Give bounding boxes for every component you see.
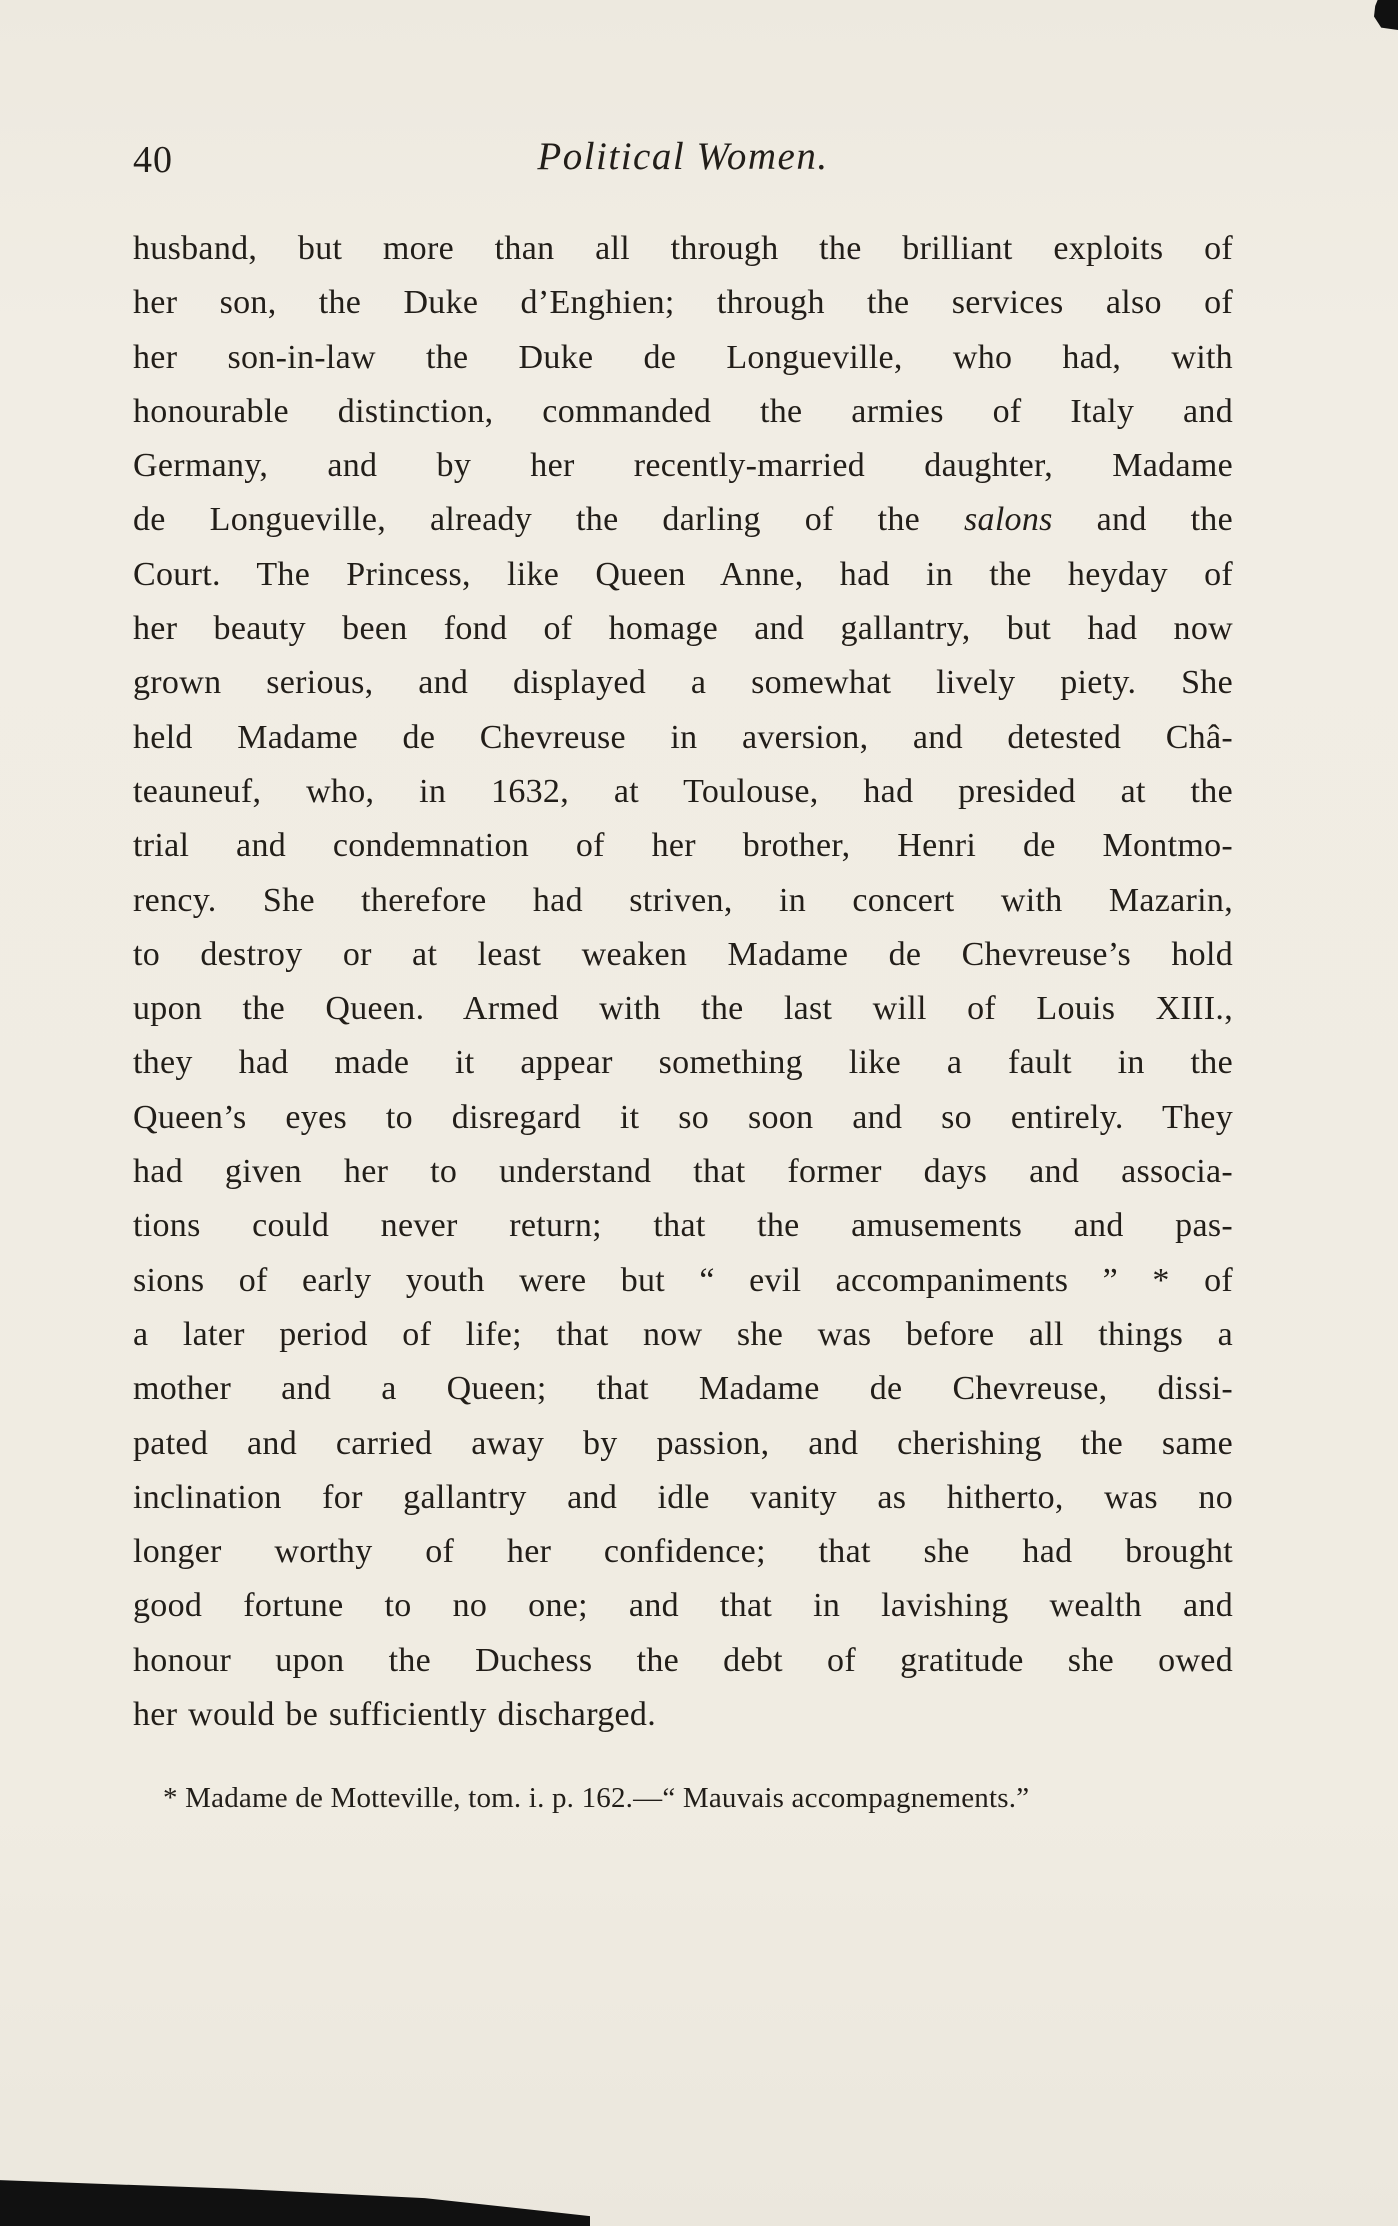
text-segment: trial and condemnation of her brother, Henri de Montmo- xyxy=(133,827,1233,865)
text-line xyxy=(133,1362,1233,1416)
text-segment: sions of early youth were but “ evil accompaniments ” * of xyxy=(133,1261,1233,1299)
text-line xyxy=(133,276,1233,330)
page-title: Political Women. xyxy=(537,135,829,178)
text-segment: grown serious, and displayed a somewhat lively piety. She xyxy=(133,664,1233,702)
text-segment: to destroy or at least weaken Madame de Chevreuse’s hold xyxy=(133,935,1233,973)
text-segment: honour upon the Duchess the debt of gratitude she owed xyxy=(133,1641,1233,1679)
text-segment: her would be sufficiently discharged. xyxy=(133,1696,656,1734)
text-line xyxy=(133,1145,1233,1199)
text-segment: they had made it appear something like a fault in the xyxy=(133,1044,1233,1082)
text-line xyxy=(133,493,1233,547)
scan-artifact-bottom-left xyxy=(0,2164,590,2226)
text-segment: mother and a Queen; that Madame de Chevreuse, dissi- xyxy=(133,1370,1233,1408)
text-segment: Germany, and by her recently-married daughter, Madame xyxy=(133,447,1233,485)
text-segment: Queen’s eyes to disregard it so soon and so entirely. They xyxy=(133,1098,1233,1136)
text-line xyxy=(133,548,1233,602)
text-line xyxy=(133,385,1233,439)
text-line xyxy=(133,602,1233,656)
text-segment: and the xyxy=(1052,501,1234,539)
text-line xyxy=(133,1091,1233,1145)
text-segment: a later period of life; that now she was before all things a xyxy=(133,1315,1233,1353)
text-segment: pated and carried away by passion, and cherishing the same xyxy=(133,1424,1233,1462)
text-line xyxy=(133,1688,1233,1742)
text-line xyxy=(133,222,1233,276)
body-text xyxy=(133,222,1233,1742)
text-line xyxy=(133,874,1233,928)
text-line xyxy=(133,331,1233,385)
text-segment: teauneuf, who, in 1632, at Toulouse, had presided at the xyxy=(133,772,1233,810)
text-segment: her beauty been fond of homage and gallantry, but had now xyxy=(133,610,1233,648)
text-line xyxy=(133,928,1233,982)
text-line xyxy=(133,819,1233,873)
text-line xyxy=(133,765,1233,819)
text-segment: upon the Queen. Armed with the last will of Louis XIII., xyxy=(133,990,1233,1028)
text-segment: inclination for gallantry and idle vanity as hitherto, was no xyxy=(133,1478,1233,1516)
text-segment: held Madame de Chevreuse in aversion, and detested Châ- xyxy=(133,718,1233,756)
text-segment: had given her to understand that former days and associa- xyxy=(133,1153,1233,1191)
scan-artifact-top-right xyxy=(1374,0,1398,30)
italic-word: salons xyxy=(963,501,1053,539)
text-line xyxy=(133,656,1233,710)
text-line xyxy=(133,1417,1233,1471)
text-segment: honourable distinction, commanded the armies of Italy and xyxy=(133,392,1233,430)
footnote: * Madame de Motteville, tom. i. p. 162.—“ Mauvais accompagnements.” xyxy=(163,1782,1030,1814)
text-segment: her son, the Duke d’Enghien; through the services also of xyxy=(133,284,1233,322)
text-line xyxy=(133,1634,1233,1688)
page-header xyxy=(133,134,1233,186)
text-line xyxy=(133,1308,1233,1362)
text-segment: longer worthy of her confidence; that she had brought xyxy=(133,1533,1233,1571)
text-line xyxy=(133,1525,1233,1579)
text-segment: Court. The Princess, like Queen Anne, had in the heyday of xyxy=(133,555,1233,593)
text-line xyxy=(133,1579,1233,1633)
text-line xyxy=(133,439,1233,493)
text-segment: good fortune to no one; and that in lavishing wealth and xyxy=(133,1587,1233,1625)
text-line xyxy=(133,1036,1233,1090)
text-segment: de Longueville, already the darling of the xyxy=(133,501,964,539)
text-line xyxy=(133,711,1233,765)
text-line xyxy=(133,1471,1233,1525)
text-segment: tions could never return; that the amusements and pas- xyxy=(133,1207,1233,1245)
text-line xyxy=(133,1254,1233,1308)
text-segment: husband, but more than all through the brilliant exploits of xyxy=(133,230,1233,267)
text-segment: rency. She therefore had striven, in concert with Mazarin, xyxy=(133,881,1233,919)
text-line xyxy=(133,1199,1233,1253)
text-segment: her son-in-law the Duke de Longueville, who had, with xyxy=(133,338,1233,376)
page-number: 40 xyxy=(133,139,173,181)
text-line xyxy=(133,982,1233,1036)
